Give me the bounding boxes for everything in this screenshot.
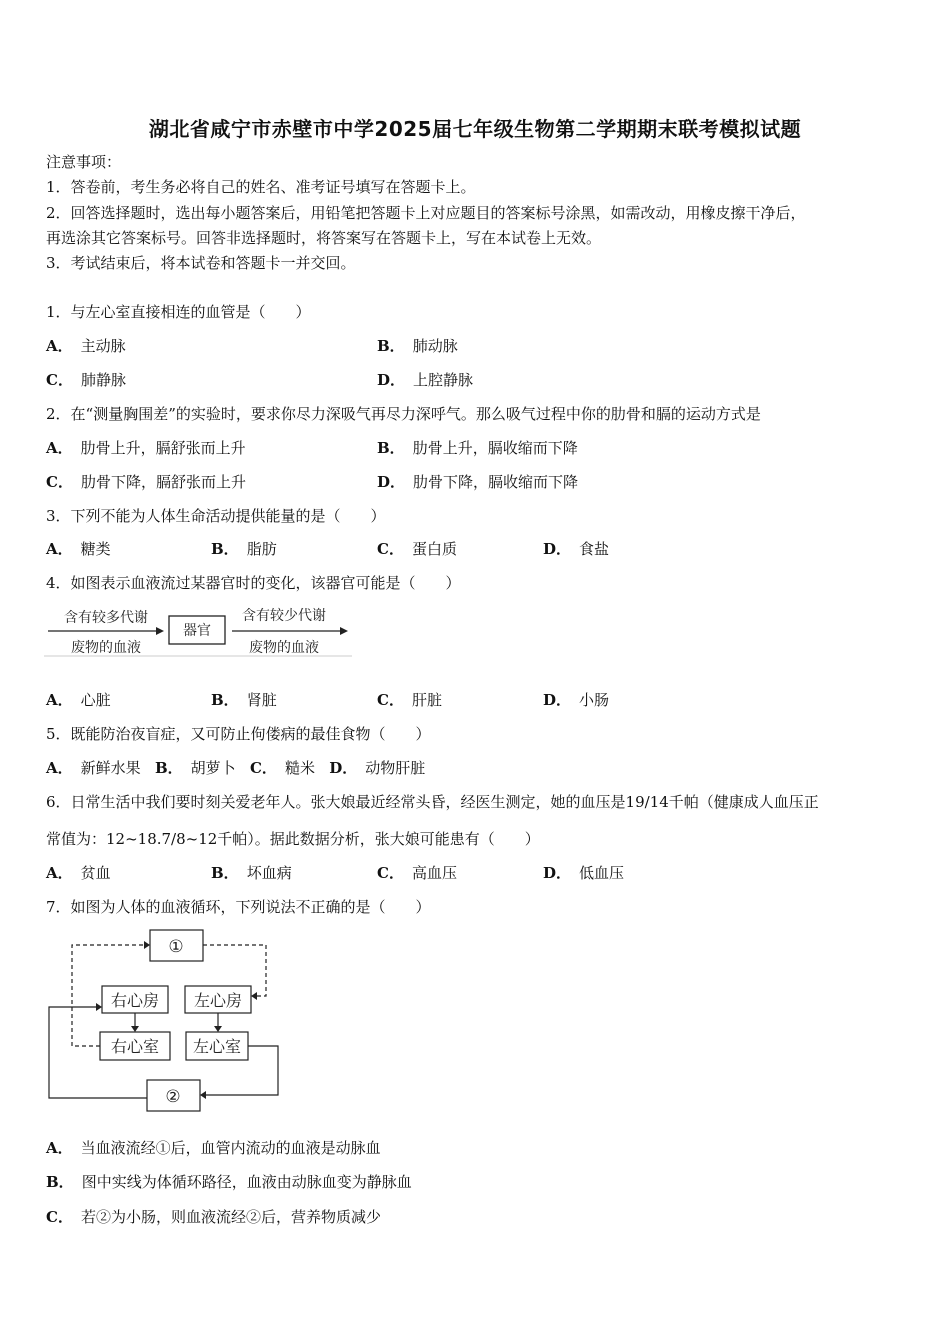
notice-item: 再选涂其它答案标号。回答非选择题时，将答案写在答题卡上，写在本试卷上无效。 <box>46 229 602 247</box>
question-6-stem: 6．日常生活中我们要时刻关爱老年人。张大娘最近经常头昏，经医生测定，她的血压是19/14千帕（健康成人血压正 <box>46 793 819 811</box>
q3-option-a: A． 糖类 <box>46 540 111 558</box>
q5-options-row: A． 新鲜水果 B． 胡萝卜 C． 糙米 D． 动物肝脏 <box>46 759 426 777</box>
q6-option-a: A． 贫血 <box>46 864 111 882</box>
q4-option-a: A． 心脏 <box>46 691 111 709</box>
page-title: 湖北省咸宁市赤壁市中学2025届七年级生物第二学期期末联考模拟试题 <box>148 117 802 141</box>
q3-option-b: B． 脂肪 <box>211 540 277 558</box>
q4-option-c: C． 肝脏 <box>377 691 442 709</box>
q3-option-c: C． 蛋白质 <box>377 540 457 558</box>
question-5-stem: 5．既能防治夜盲症，又可防止佝偻病的最佳食物（ ） <box>46 725 431 743</box>
q6-option-b: B． 坏血病 <box>211 864 292 882</box>
notice-item: 3．考试结束后，将本试卷和答题卡一并交回。 <box>46 254 356 272</box>
node-1-label: ① <box>168 937 184 957</box>
q7-option-b: B． 图中实线为体循环路径，血液由动脉血变为静脉血 <box>46 1173 412 1191</box>
q6-option-c: C． 高血压 <box>377 864 457 882</box>
q4-option-b: B． 肾脏 <box>211 691 277 709</box>
blood-circulation-figure <box>44 924 284 1116</box>
notice-item: 1．答卷前，考生务必将自己的姓名、准考证号填写在答题卡上。 <box>46 178 476 196</box>
pulmonary-path-in <box>203 945 266 996</box>
systemic-arrow-1 <box>200 1091 206 1099</box>
question-6-stem-continued: 常值为：12~18.7/8~12千帕）。据此数据分析，张大娘可能患有（ ） <box>46 830 540 848</box>
q4-option-d: D． 小肠 <box>543 691 610 709</box>
pulmonary-arrow-2 <box>251 992 257 1000</box>
left-arrow-head <box>156 627 164 635</box>
question-2-stem: 2．在“测量胸围差”的实验时，要求你尽力深吸气再尽力深呼气。那么吸气过程中你的肋骨和膈的运动方式是 <box>46 405 761 423</box>
pulmonary-arrow-1 <box>144 941 150 949</box>
q3-option-d: D． 食盐 <box>543 540 610 558</box>
figure-right-bottom-label: 废物的血液 <box>249 640 319 656</box>
question-1-stem: 1．与左心室直接相连的血管是（ ） <box>46 303 311 321</box>
figure-left-top-label: 含有较多代谢 <box>64 610 148 626</box>
q2-option-c: C． 肋骨下降，膈舒张而上升 <box>46 473 246 491</box>
q1-option-b: B． 肺动脉 <box>377 337 458 355</box>
right-av-arrow <box>131 1026 139 1032</box>
q7-option-a: A． 当血液流经①后，血管内流动的血液是动脉血 <box>46 1139 381 1157</box>
q2-option-d: D． 肋骨下降，膈收缩而下降 <box>377 473 579 491</box>
q1-option-d: D． 上腔静脉 <box>377 371 474 389</box>
figure-left-bottom-label: 废物的血液 <box>71 640 141 656</box>
question-7-stem: 7．如图为人体的血液循环，下列说法不正确的是（ ） <box>46 898 431 916</box>
q7-option-c: C． 若②为小肠，则血液流经②后，营养物质减少 <box>46 1208 381 1226</box>
left-atrium-label: 左心房 <box>193 991 243 1010</box>
right-arrow-head <box>340 627 348 635</box>
left-ventricle-label: 左心室 <box>192 1037 242 1056</box>
notice-item: 2．回答选择题时，选出每小题答案后，用铅笔把答题卡上对应题目的答案标号涂黑，如需改动，用橡皮擦干净后， <box>46 204 806 222</box>
q2-option-a: A． 肋骨上升，膈舒张而上升 <box>46 439 246 457</box>
q2-option-b: B． 肋骨上升，膈收缩而下降 <box>377 439 578 457</box>
systemic-arrow-2 <box>96 1003 102 1011</box>
organ-box-label: 器官 <box>183 623 211 639</box>
right-atrium-label: 右心房 <box>110 991 160 1010</box>
q1-option-c: C． 肺静脉 <box>46 371 126 389</box>
organ-flow-figure <box>44 600 354 658</box>
notice-heading: 注意事项： <box>46 153 122 171</box>
node-2-label: ② <box>165 1087 181 1107</box>
right-ventricle-label: 右心室 <box>110 1037 160 1056</box>
question-4-stem: 4．如图表示血液流过某器官时的变化，该器官可能是（ ） <box>46 574 461 592</box>
question-3-stem: 3．下列不能为人体生命活动提供能量的是（ ） <box>46 507 386 525</box>
q1-option-a: A． 主动脉 <box>46 337 126 355</box>
left-av-arrow <box>214 1026 222 1032</box>
figure-right-top-label: 含有较少代谢 <box>242 608 326 624</box>
q6-option-d: D． 低血压 <box>543 864 625 882</box>
